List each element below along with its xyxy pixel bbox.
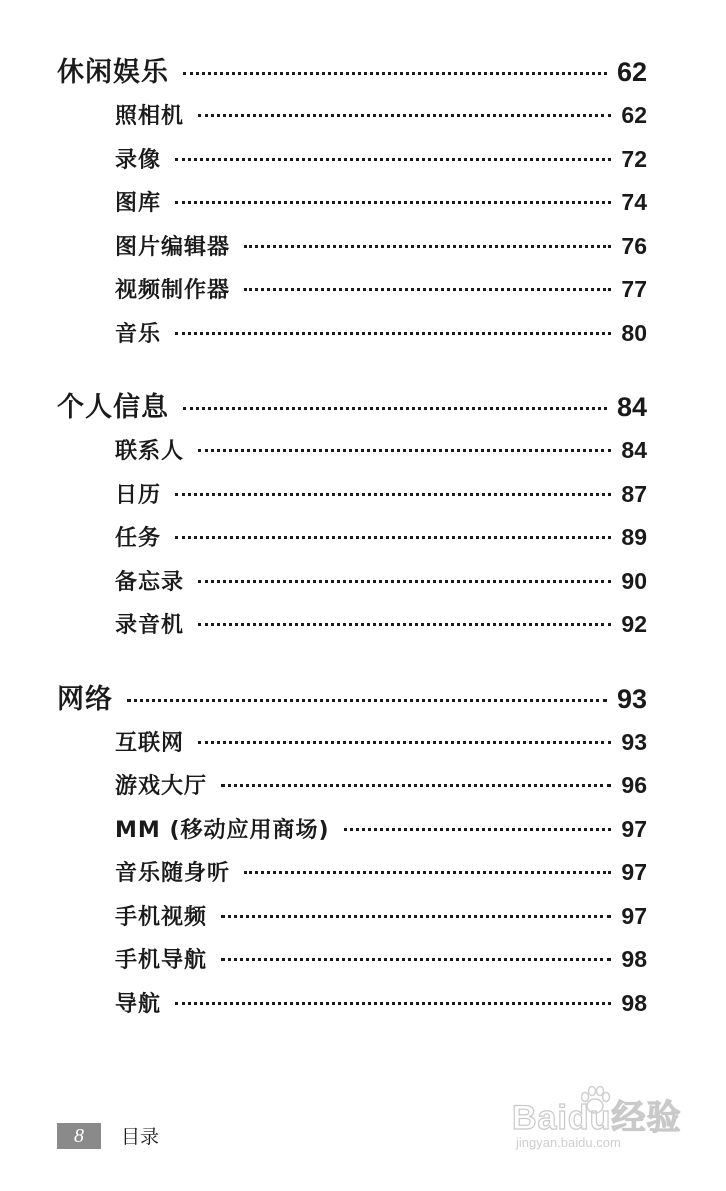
toc-entry[interactable]	[115, 94, 647, 138]
toc-entry[interactable]	[115, 312, 647, 356]
toc-entry[interactable]	[115, 808, 647, 852]
baidu-jingyan-watermark	[512, 1090, 692, 1160]
entry-title: 音乐	[115, 321, 162, 347]
watermark-logo: Baidu经验	[512, 1099, 682, 1137]
dot-leader	[183, 407, 607, 410]
dot-leader	[344, 828, 612, 831]
entry-page-number: 90	[621, 567, 647, 594]
entry-title: 游戏大厅	[115, 774, 208, 799]
entry-page-number: 97	[621, 859, 647, 885]
toc-entry[interactable]	[115, 181, 647, 225]
dot-leader	[198, 741, 611, 744]
section-heading[interactable]	[57, 385, 647, 429]
entry-page-number: 77	[621, 276, 647, 302]
page-footer	[57, 1122, 159, 1149]
dot-leader	[175, 158, 611, 161]
dot-leader	[198, 580, 611, 583]
section-title: 网络	[57, 683, 113, 715]
entry-title: 图库	[115, 191, 162, 216]
entry-title: 任务	[115, 526, 162, 551]
entry-page-number: 92	[621, 611, 647, 637]
entry-title: 备忘录	[115, 569, 185, 595]
toc-entry[interactable]	[115, 721, 647, 765]
toc-section	[57, 385, 647, 647]
dot-leader	[175, 201, 611, 204]
toc-entry[interactable]	[115, 138, 647, 182]
entry-page-number: 72	[621, 145, 647, 172]
entry-page-number: 74	[621, 189, 647, 215]
toc-section	[57, 50, 647, 355]
section-heading[interactable]	[57, 50, 647, 94]
entry-title: MM (移动应用商场)	[115, 817, 330, 843]
toc-entry[interactable]	[115, 516, 647, 560]
dot-leader	[175, 332, 611, 335]
dot-leader	[198, 449, 611, 452]
section-page-number: 93	[616, 683, 647, 714]
entry-title: 图片编辑器	[115, 234, 231, 260]
watermark-url: jingyan.baidu.com	[516, 1135, 621, 1150]
entry-title: 联系人	[115, 439, 185, 464]
section-title: 休闲娱乐	[57, 57, 169, 88]
dot-leader	[244, 288, 611, 291]
dot-leader	[175, 493, 611, 496]
toc-entry[interactable]	[115, 851, 647, 895]
toc-entry[interactable]	[115, 603, 647, 647]
entry-page-number: 76	[621, 232, 647, 259]
entry-page-number: 96	[621, 772, 647, 798]
entry-title: 音乐随身听	[115, 861, 231, 886]
paw-icon	[578, 1086, 612, 1116]
dot-leader	[198, 114, 611, 117]
toc-entry[interactable]	[115, 560, 647, 604]
page-number-badge: 8	[57, 1123, 101, 1149]
dot-leader	[244, 871, 611, 874]
dot-leader	[175, 1002, 611, 1005]
footer-chapter-title: 目录	[121, 1126, 160, 1148]
dot-leader	[175, 536, 611, 539]
entry-page-number: 89	[621, 524, 647, 550]
entry-title: 照相机	[115, 104, 185, 129]
toc-entry[interactable]	[115, 225, 647, 269]
dot-leader	[244, 245, 611, 248]
toc-entry[interactable]	[115, 473, 647, 517]
entry-title: 视频制作器	[115, 278, 231, 303]
entry-page-number: 97	[621, 815, 647, 842]
section-heading[interactable]	[57, 677, 647, 721]
dot-leader	[127, 699, 607, 702]
section-title: 个人信息	[57, 392, 169, 423]
section-page-number: 62	[616, 57, 647, 87]
toc-section	[57, 677, 647, 1026]
entry-page-number: 97	[621, 902, 647, 929]
entry-title: 互联网	[115, 730, 185, 756]
entry-page-number: 93	[621, 728, 647, 755]
entry-page-number: 62	[621, 102, 647, 128]
toc-entry[interactable]	[115, 429, 647, 473]
toc-entry[interactable]	[115, 982, 647, 1026]
entry-page-number: 80	[621, 319, 647, 346]
section-page-number: 84	[616, 392, 647, 422]
dot-leader	[221, 958, 611, 961]
dot-leader	[198, 623, 611, 626]
dot-leader	[221, 784, 611, 787]
entry-page-number: 84	[621, 437, 647, 463]
entry-page-number: 98	[621, 989, 647, 1016]
entry-page-number: 98	[621, 946, 647, 972]
entry-title: 录像	[115, 147, 162, 173]
entry-page-number: 87	[621, 480, 647, 507]
entry-title: 导航	[115, 991, 162, 1017]
entry-title: 手机视频	[115, 904, 208, 930]
dot-leader	[221, 915, 611, 918]
toc-entry[interactable]	[115, 268, 647, 312]
entry-title: 手机导航	[115, 948, 208, 973]
toc-entry[interactable]	[115, 938, 647, 982]
entry-title: 录音机	[115, 613, 185, 638]
entry-title: 日历	[115, 482, 162, 508]
table-of-contents	[57, 50, 647, 1055]
toc-entry[interactable]	[115, 895, 647, 939]
toc-entry[interactable]	[115, 764, 647, 808]
dot-leader	[183, 72, 607, 75]
